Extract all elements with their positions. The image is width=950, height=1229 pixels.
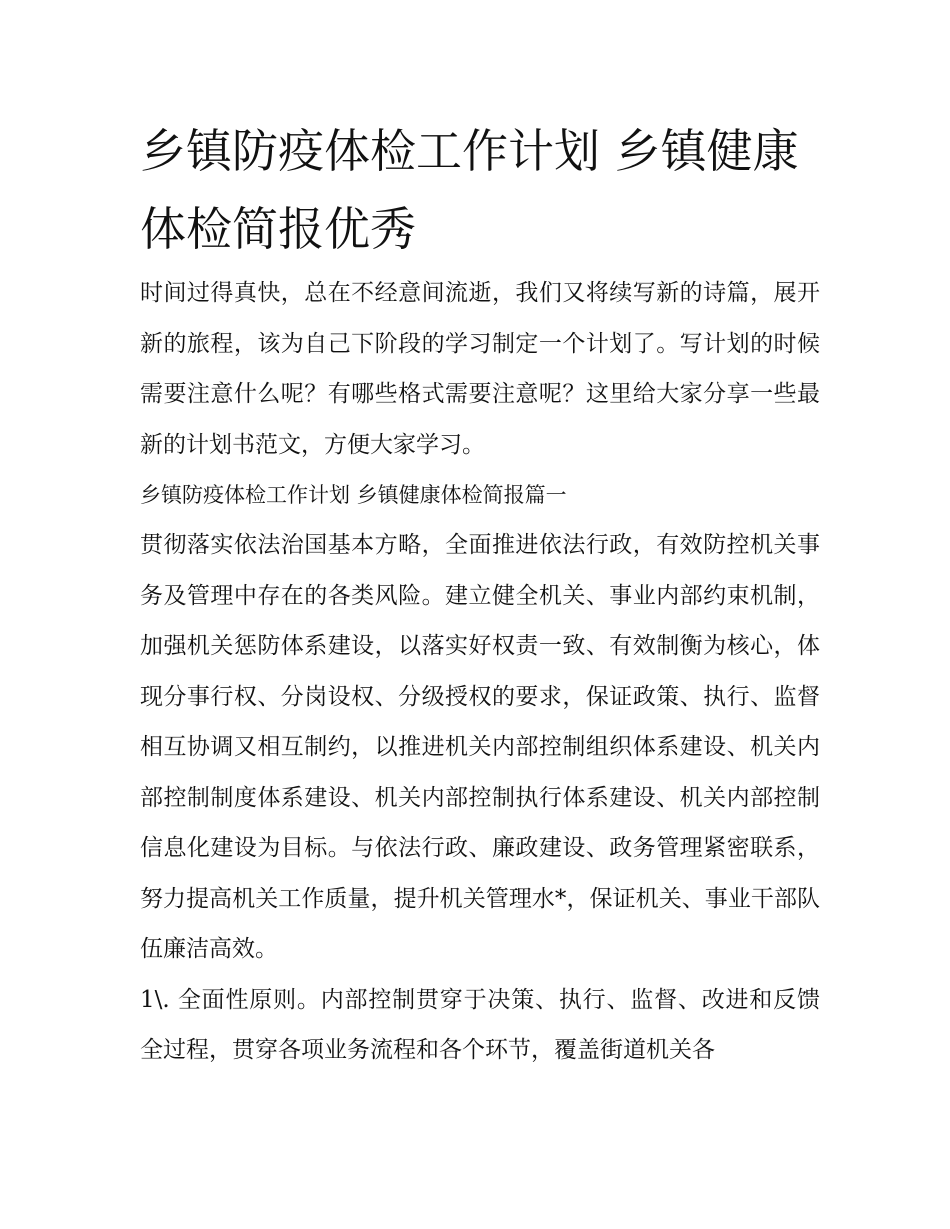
principle-paragraph: 1\. 全面性原则。内部控制贯穿于决策、执行、监督、改进和反馈全过程，贯穿各项业务流程和各个环节，覆盖街道机关各 <box>140 986 820 1063</box>
section-heading: 乡镇防疫体检工作计划 乡镇健康体检简报篇一 <box>140 483 567 507</box>
intro-paragraph: 时间过得真快，总在不经意间流逝，我们又将续写新的诗篇，展开新的旅程，该为自己下阶段的学习制定一个计划了。写计划的时候需要注意什么呢？有哪些格式需要注意呢？这里给大家分享一些最新的计划书范文，方便大家学习。 <box>140 280 820 458</box>
document-content <box>140 112 820 1076</box>
body-paragraph: 贯彻落实依法治国基本方略，全面推进依法行政，有效防控机关事务及管理中存在的各类风险。建立健全机关、事业内部约束机制，加强机关惩防体系建设，以落实好权责一致、有效制衡为核心，体现分事行权、分岗设权、分级授权的要求，保证政策、执行、监督相互协调又相互制约，以推进机关内部控制组织体系建设、机关内部控制制度体系建设、机关内部控制执行体系建设、机关内部控制信息化建设为目标。与依法行政、廉政建设、政务管理紧密联系，努力提高机关工作质量，提升机关管理水*，保证机关、事业干部队伍廉洁高效。 <box>140 532 820 962</box>
document-title: 乡镇防疫体检工作计划 乡镇健康体检简报优秀 <box>140 124 799 256</box>
